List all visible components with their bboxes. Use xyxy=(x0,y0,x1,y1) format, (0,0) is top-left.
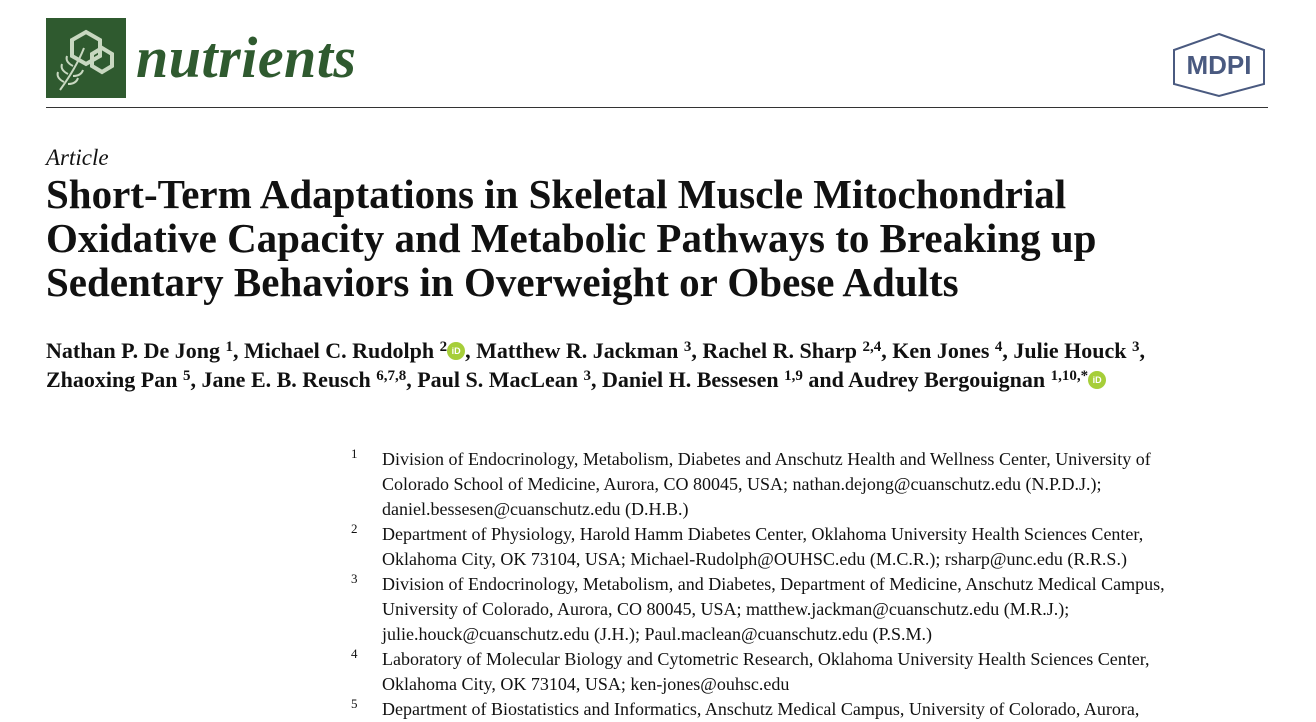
author-list xyxy=(46,336,1306,394)
title-line: Oxidative Capacity and Metabolic Pathways to Breaking up xyxy=(46,215,1097,261)
author-affiliation-ref: 2 xyxy=(439,339,448,355)
author-name: Zhaoxing Pan xyxy=(46,367,178,392)
author-affiliation-ref: 1,9 xyxy=(784,368,803,384)
article-type: Article xyxy=(46,145,109,170)
author-name: Julie Houck xyxy=(1013,338,1127,363)
affiliation-number: 5 xyxy=(351,696,358,711)
affiliation-item: 1 Division of Endocrinology, Metabolism, Diabetes and Anschutz Health and Wellness Center, University of Colorado School of Medicine, Aurora, CO 80045, USA; nathan.dejong@cuanschutz.edu (N.P.D.J.); daniel.bessesen@cuanschutz.edu (D.H.B.) xyxy=(348,447,1288,522)
affiliation-number: 1 xyxy=(351,446,358,461)
title-line: Sedentary Behaviors in Overweight or Obese Adults xyxy=(46,259,959,305)
journal-name: nutrients xyxy=(136,25,357,90)
author-affiliation-ref: 1,10,* xyxy=(1050,368,1089,384)
author-affiliation-ref: 5 xyxy=(182,368,191,384)
title-line: Short-Term Adaptations in Skeletal Muscle Mitochondrial xyxy=(46,171,1067,217)
author-affiliation-ref: 2,4 xyxy=(862,339,882,355)
author-name: Nathan P. De Jong xyxy=(46,338,220,363)
author-name: Michael C. Rudolph xyxy=(244,338,435,363)
author-name: Ken Jones xyxy=(892,338,990,363)
header-divider xyxy=(46,107,1268,108)
author-name: Jane E. B. Reusch xyxy=(201,367,371,392)
affiliation-number: 3 xyxy=(351,571,358,586)
orcid-icon[interactable]: iD xyxy=(447,342,465,360)
affiliation-list xyxy=(348,447,1288,722)
affiliation-number: 2 xyxy=(351,521,358,536)
affiliation-item: 5 Department of Biostatistics and Informatics, Anschutz Medical Campus, University of Colorado, Aurora, xyxy=(348,697,1288,722)
author-name: Rachel R. Sharp xyxy=(702,338,857,363)
author-line: Zhaoxing Pan $^5$, Jane E. B. Reusch $^{6,7,8}$, Paul S. MacLean $^3$, Daniel H. Bessesen $^{1,9}$ and Audrey Bergouignan $^{1,10,*}$ iD xyxy=(46,365,1306,394)
author-name: Audrey Bergouignan xyxy=(848,367,1046,392)
author-line: Nathan P. De Jong $^1$, Michael C. Rudolph $^2$ iD , Matthew R. Jackman $^3$, Rachel R. Sharp $^{2,4}$, Ken Jones $^4$, Julie Houck $^3$, xyxy=(46,338,1145,363)
journal-header xyxy=(46,18,1268,108)
mdpi-logo-icon xyxy=(1170,32,1268,98)
author-affiliation-ref: 6,7,8 xyxy=(376,368,407,384)
article-title xyxy=(46,172,1286,304)
affiliation-item: 3 Division of Endocrinology, Metabolism, and Diabetes, Department of Medicine, Anschutz Medical Campus, University of Colorado, Aurora, CO 80045, USA; matthew.jackman@cuanschutz.edu (M.R.J.); julie.houck@cuanschutz.edu (J.H.); Paul.maclean@cuanschutz.edu (P.S.M.) xyxy=(348,572,1288,647)
author-name: Matthew R. Jackman xyxy=(476,338,679,363)
author-affiliation-ref: 3 xyxy=(583,368,591,384)
author-affiliation-ref: 3 xyxy=(1132,339,1140,355)
author-name: Daniel H. Bessesen xyxy=(601,367,779,392)
affiliation-number: 4 xyxy=(351,646,358,661)
svg-text:MDPI: MDPI xyxy=(1186,50,1252,80)
author-affiliation-ref: 1 xyxy=(225,339,233,355)
author-affiliation-ref: 4 xyxy=(994,339,1003,355)
affiliation-item: 2 Department of Physiology, Harold Hamm Diabetes Center, Oklahoma University Health Sciences Center, Oklahoma City, OK 73104, USA; Michael-Rudolph@OUHSC.edu (M.C.R.); rsharp@unc.edu (R.R.S.) xyxy=(348,522,1288,572)
orcid-icon[interactable]: iD xyxy=(1088,371,1106,389)
journal-logo-icon xyxy=(46,18,126,98)
affiliation-item: 4 Laboratory of Molecular Biology and Cytometric Research, Oklahoma University Health Sciences Center, Oklahoma City, OK 73104, USA; ken-jones@ouhsc.edu xyxy=(348,647,1288,697)
author-affiliation-ref: 3 xyxy=(683,339,692,355)
author-name: Paul S. MacLean xyxy=(417,367,578,392)
